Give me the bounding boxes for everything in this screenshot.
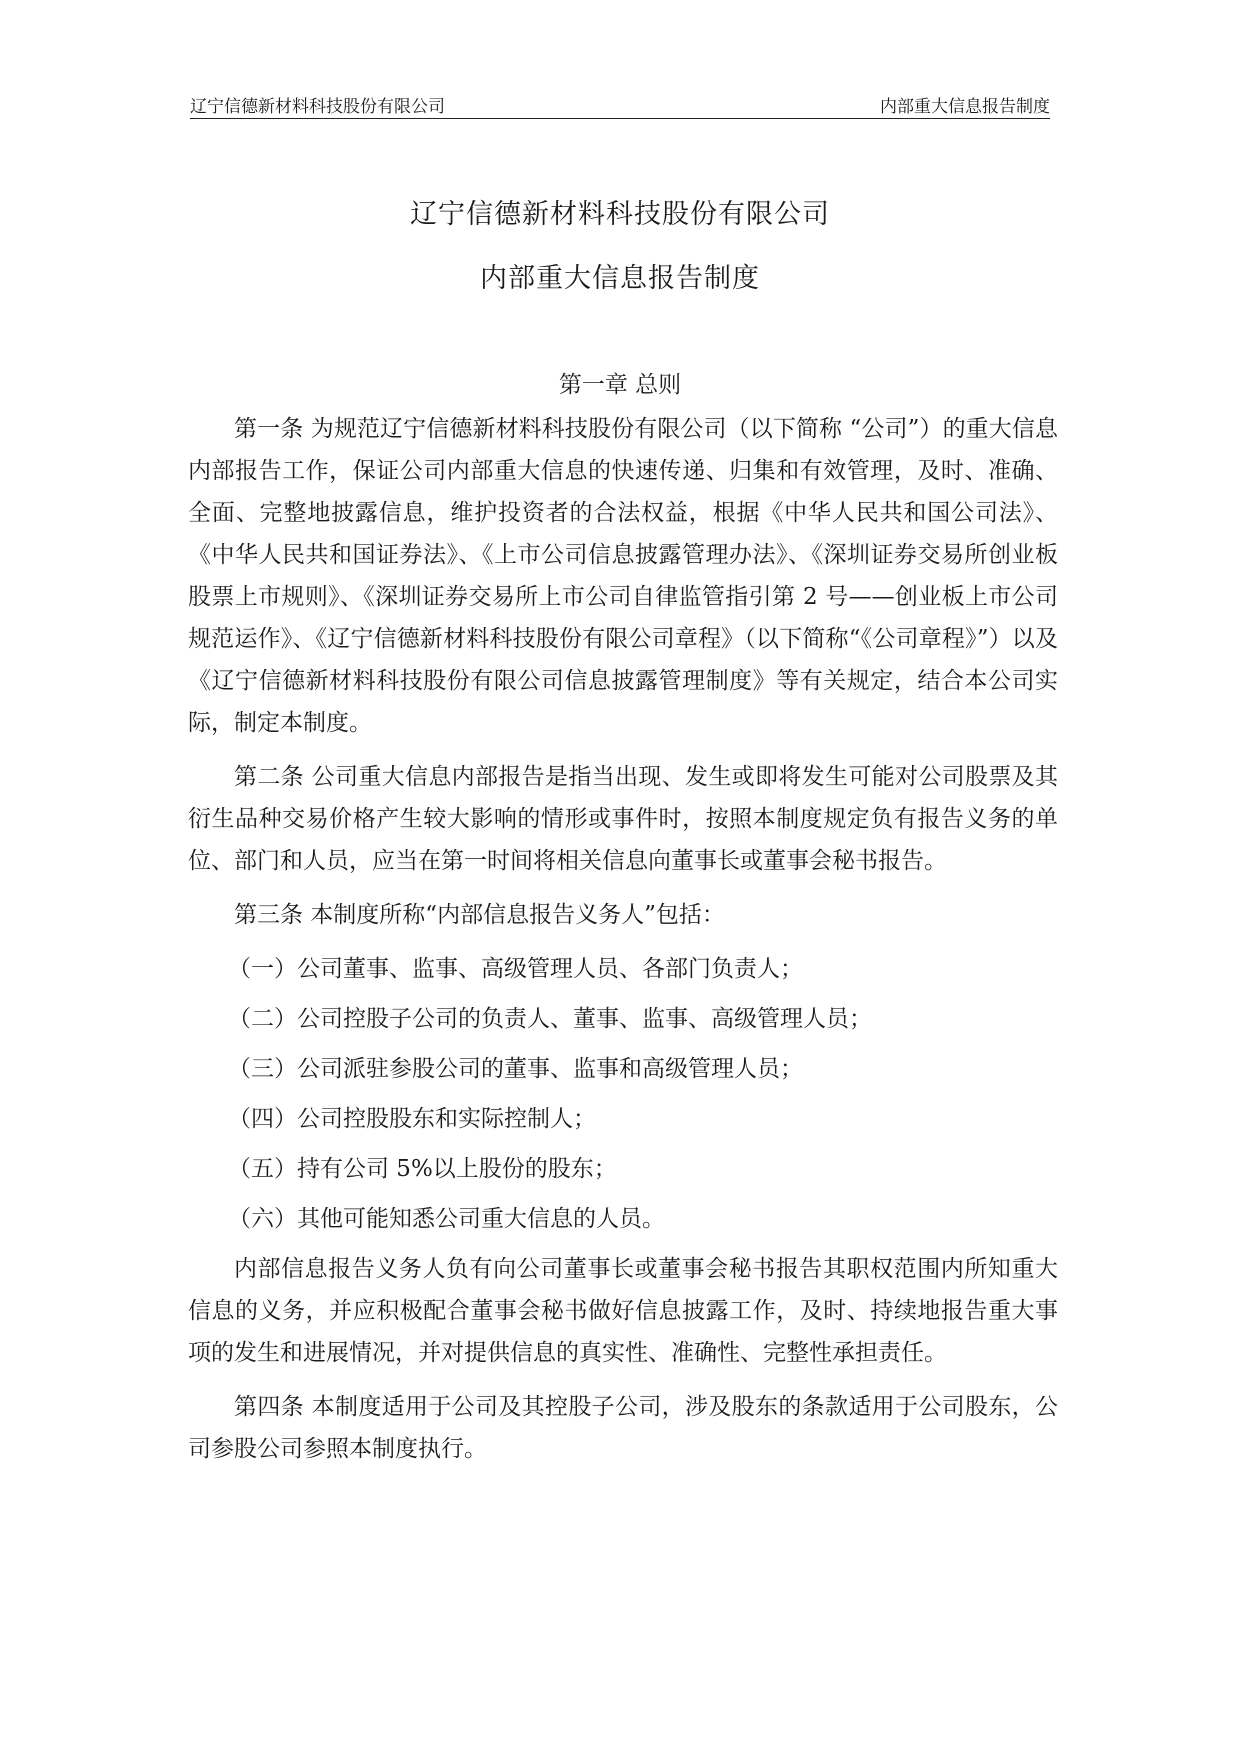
list-item: （五）持有公司 5%以上股份的股东； bbox=[228, 1156, 617, 1182]
article-3-obligations: 内部信息报告义务人负有向公司董事长或董事会秘书报告其职权范围内所知重大信息的义务，并应积极配合董事会秘书做好信息披露工作，及时、持续地报告重大事项的发生和进展情况，并对提供信息的真实性、准确性、完整性承担责任。 bbox=[188, 1256, 1058, 1366]
list-item: （一）公司董事、监事、高级管理人员、各部门负责人； bbox=[228, 956, 803, 982]
article-3: 第三条 本制度所称“内部信息报告义务人”包括： bbox=[234, 902, 725, 928]
list-item: （三）公司派驻参股公司的董事、监事和高级管理人员； bbox=[228, 1056, 803, 1082]
list-item: （二）公司控股子公司的负责人、董事、监事、高级管理人员； bbox=[228, 1006, 872, 1032]
document-body bbox=[188, 408, 1058, 1482]
article-1: 第一条 为规范辽宁信德新材料科技股份有限公司（以下简称 “公司”）的重大信息内部报告工作，保证公司内部重大信息的快速传递、归集和有效管理，及时、准确、全面、完整地披露信息，维护投资者的合法权益，根据《中华人民共和国公司法》、《中华人民共和国证券法》、《上市公司信息披露管理办法》、《深圳证券交易所创业板股票上市规则》、《深圳证券交易所上市公司自律监管指引第 2 号——创业板上市公司规范运作》、《辽宁信德新材料科技股份有限公司章程》（以下简称“《公司章程》”）以及《辽宁信德新材料科技股份有限公司信息披露管理制度》等有关规定，结合本公司实际，制定本制度。 bbox=[188, 416, 1058, 736]
header-document-name: 内部重大信息报告制度 bbox=[880, 97, 1050, 117]
list-item: （四）公司控股股东和实际控制人； bbox=[228, 1106, 596, 1132]
page-header bbox=[190, 90, 1050, 119]
chapter-heading: 第一章 总则 bbox=[558, 372, 682, 398]
article-2: 第二条 公司重大信息内部报告是指当出现、发生或即将发生可能对公司股票及其衍生品种交易价格产生较大影响的情形或事件时，按照本制度规定负有报告义务的单位、部门和人员，应当在第一时间将相关信息向董事长或董事会秘书报告。 bbox=[188, 764, 1058, 874]
document-title-company: 辽宁信德新材料科技股份有限公司 bbox=[410, 199, 830, 230]
article-4: 第四条 本制度适用于公司及其控股子公司，涉及股东的条款适用于公司股东，公司参股公司参照本制度执行。 bbox=[188, 1394, 1058, 1462]
document-title-name: 内部重大信息报告制度 bbox=[480, 263, 760, 294]
header-company-name: 辽宁信德新材料科技股份有限公司 bbox=[190, 97, 445, 117]
list-item: （六）其他可能知悉公司重大信息的人员。 bbox=[228, 1206, 665, 1232]
